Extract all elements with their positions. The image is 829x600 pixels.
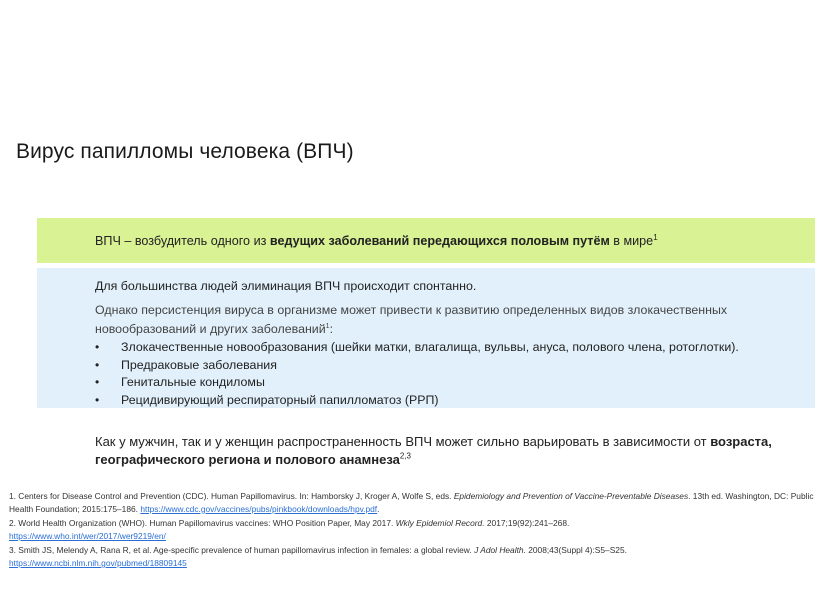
reference-source: Wkly Epidemiol Record. [395,518,485,529]
list-item-text: Рецидивирующий респираторный папилломатоз (РРП) [121,392,439,407]
reference-text: 1. Centers for Disease Control and Prevention (CDC). Human Papillomavirus. In: Hamborsky J, Kroger A, Wolfe S, eds. [9,491,454,501]
key-fact-text [95,234,658,248]
key-fact-box [37,218,815,263]
key-fact-bold: ведущих заболеваний передающихся половым путём [269,234,610,248]
closing-bold-age: возраста, [710,434,772,449]
list-item [95,357,739,375]
bullet-icon: • [95,340,100,354]
reference-source: Epidemiology and Prevention of Vaccine-Preventable Diseases [453,491,689,501]
list-item [95,339,739,357]
reference-link[interactable]: https://www.who.int/wer/2017/wer9219/en/ [9,530,166,541]
reference-text: 3. Smith JS, Melendy A, Rana R, et al. Age-specific prevalence of human papillomavirus infection in females: a global review. [9,545,475,556]
list-item-text: Предраковые заболевания [121,357,277,372]
reference-text: 2. World Health Organization (WHO). Human Papillomavirus vaccines: WHO Position Paper, May 2017. [9,518,396,529]
reference-2 [9,517,821,542]
reference-3 [9,544,821,569]
closing-text: Как у мужчин, так и у женщин распространенность ВПЧ может сильно варьировать в зависимости от [95,434,711,449]
closing-citation: 2,3 [399,451,411,461]
reference-details: 2017;19(92):241–268. [484,518,570,529]
reference-source: J Adol Health. [474,545,526,556]
reference-link[interactable]: https://www.cdc.gov/vaccines/pubs/pinkbook/downloads/hpv.pdf [140,503,378,514]
reference-end: . [377,503,380,514]
closing-statement [95,433,795,469]
info-paragraph: Однако персистенция вируса в организме может привести к развитию определенных видов злокачественных новообразований и других заболеваний$^1$: [95,303,728,336]
references [9,490,821,572]
reference-details: . 13th ed. Washington, DC: Public Health Foundation; 2015:175–186. [9,491,814,514]
bullet-icon: • [95,375,100,389]
key-fact-text-start: ВПЧ – возбудитель одного из [95,234,270,248]
bullet-icon: • [95,392,100,407]
closing-bold-region: географического региона и полового анамнеза [95,452,400,467]
reference-1 [9,490,821,515]
list-item [95,374,739,392]
list-item-text: Генитальные кондиломы [121,375,265,389]
reference-link[interactable]: https://www.ncbi.nlm.nih.gov/pubmed/18809145 [9,557,187,568]
info-box [37,268,815,408]
slide-title: Вирус папилломы человека (ВПЧ) [16,140,354,163]
list-item-text: Злокачественные новообразования (шейки матки, влагалища, вульвы, ануса, полового члена, ротоглотки). [121,340,739,354]
info-paragraph-text: Однако персистенция вируса в организме может привести к развитию определенных видов злокачественных новообразований и других заболеваний [95,303,728,336]
list-item [95,392,739,410]
info-heading: Для большинства людей элиминация ВПЧ происходит спонтанно. [95,279,477,293]
key-fact-text-end: в мире [609,234,654,248]
info-paragraph-citation: 1 [325,322,330,330]
key-fact-citation: 1 [653,232,658,242]
reference-details: 2008;43(Suppl 4):S5–S25. [525,545,627,556]
disease-list [95,339,739,409]
bullet-icon: • [95,357,100,372]
